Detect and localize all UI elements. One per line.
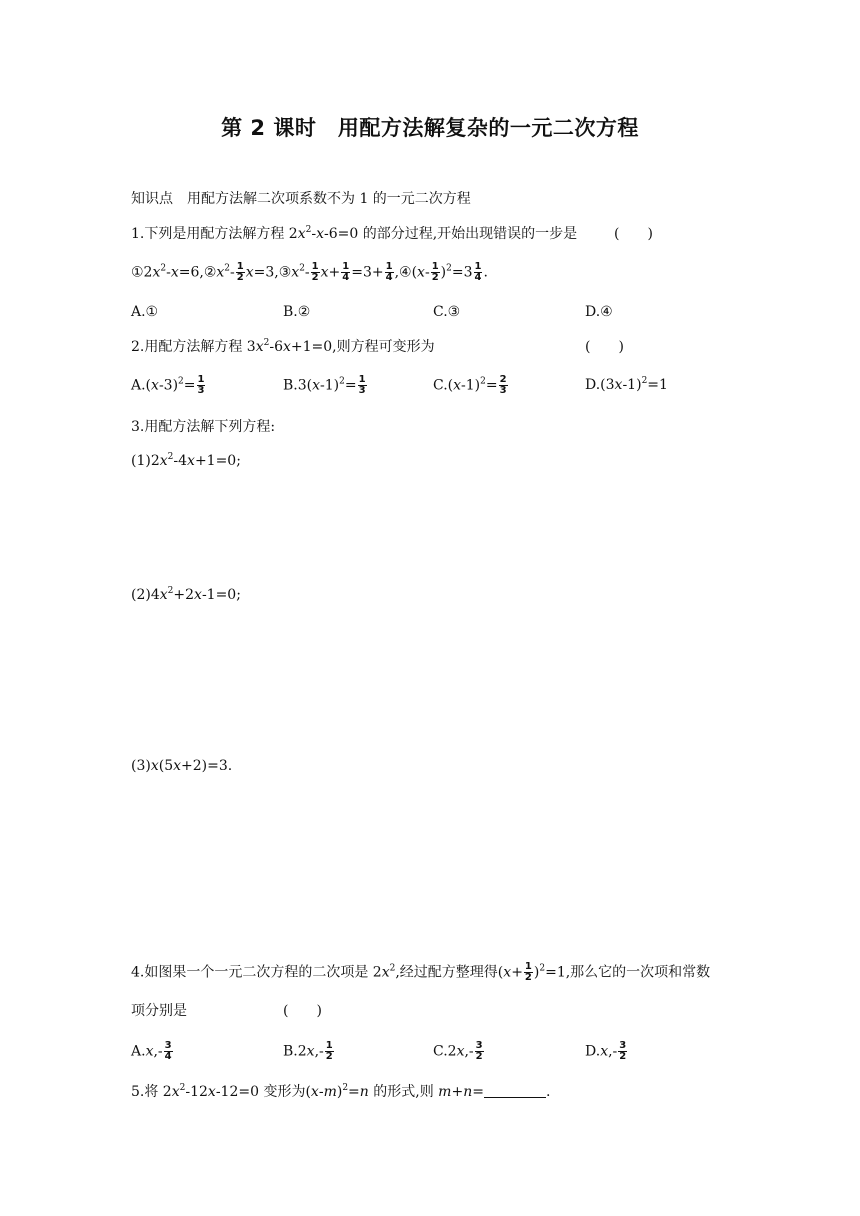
q4-text-c: =1,那么它的一次项和常数 [545, 964, 711, 981]
q5-text-e: 的形式,则 [368, 1084, 439, 1100]
fraction: $\frac{1}{3}$ [197, 374, 205, 396]
q1-option-d[interactable]: D.④ [585, 304, 613, 320]
q1-text-a: 1.下列是用配方法解方程 2 [131, 226, 298, 242]
page-title: 第 2 课时 用配方法解复杂的一元二次方程 [221, 116, 639, 140]
q4-option-a[interactable]: A.x,- $\frac{3}{4}$ [131, 1040, 172, 1062]
q2-text-b: +1=0,则方程可变形为 [290, 339, 435, 355]
q1-option-a[interactable]: A.① [131, 304, 159, 320]
question-4: 4.如图果一个一元二次方程的二次项是 $2x^2$,经过配方整理得(x+ $\frac{1}{2}$ )$^2$=1,那么它的一次项和常数 [131, 961, 711, 983]
q4-line-2: 项分别是 [131, 1003, 187, 1019]
q1-steps: $①2x^2-x=6,②x^2-$ $\frac{1}{2}$ $x=3,③x^2-$ $\frac{1}{2}$ x+ $\frac{1}{4}$ =3+ $\frac{1}{4}$ ,④(x- $\frac{1}{2}$ )$^2$=3 $\frac{1}{4}$ . [131, 261, 488, 283]
q3-part-2: $(2)4x^2+2x-1=0$; [131, 586, 241, 603]
question-1: 1.下列是用配方法解方程 $2x^2-x-6=0$ 的部分过程,开始出现错误的一步是 [131, 225, 578, 242]
fraction: $\frac{1}{2}$ [325, 1040, 333, 1062]
fraction: $\frac{1}{3}$ [358, 374, 366, 396]
q1-text-b: -6=0 的部分过程,开始出现错误的一步是 [324, 226, 578, 242]
q4-text-b: ,经过配方整理得( [395, 964, 504, 981]
fraction: $\frac{1}{2}$ [431, 261, 439, 283]
question-5: 5.将 $2x^2-12x-12=0$ 变形为$(x-m)^2=n$ 的形式,则 m+n= . [131, 1083, 551, 1100]
q2-text-a: 2.用配方法解方程 3 [131, 339, 256, 355]
q5-text-b: -12 [185, 1084, 208, 1100]
q2-option-b[interactable]: $B.3(x-1)^2=$ $\frac{1}{3}$ [283, 374, 366, 396]
q3-part-3: (3)x(5x+2)=3. [131, 758, 233, 774]
q5-text-c: -12=0 变形为( [215, 1084, 311, 1100]
fraction: $\frac{1}{4}$ [385, 261, 393, 283]
q4-text-a: 4.如图果一个一元二次方程的二次项是 2 [131, 964, 382, 981]
fraction: $\frac{1}{4}$ [342, 261, 350, 283]
fraction: $\frac{1}{2}$ [524, 961, 532, 983]
q2-option-d[interactable]: $D.(3x-1)^2=1$ [585, 376, 668, 393]
q2-answer-paren: ( ) [585, 339, 624, 355]
section-heading: 知识点 用配方法解二次项系数不为 1 的一元二次方程 [131, 191, 471, 207]
q1-answer-paren: ( ) [614, 226, 653, 242]
q2-option-a[interactable]: $A.(x-3)^2=$ $\frac{1}{3}$ [131, 374, 205, 396]
q1-option-c[interactable]: C.③ [433, 304, 461, 320]
fraction: $\frac{2}{3}$ [499, 374, 507, 396]
q4-option-b[interactable]: B.2x,- $\frac{1}{2}$ [283, 1040, 333, 1062]
fraction: $\frac{3}{4}$ [164, 1040, 172, 1062]
q5-answer-blank[interactable] [484, 1083, 546, 1098]
fraction: $\frac{3}{2}$ [619, 1040, 627, 1062]
q4-option-c[interactable]: C.2x,- $\frac{3}{2}$ [433, 1040, 483, 1062]
fraction: $\frac{3}{2}$ [475, 1040, 483, 1062]
q5-text-a: 5.将 2 [131, 1084, 172, 1100]
fraction: $\frac{1}{4}$ [474, 261, 482, 283]
q3-part-1: $(1)2x^2-4x+1=0$; [131, 452, 241, 469]
question-2: 2.用配方法解方程 $3x^2-6x+1=0$,则方程可变形为 [131, 338, 435, 355]
question-3: 3.用配方法解下列方程: [131, 419, 276, 435]
q4-answer-paren: ( ) [283, 1003, 322, 1019]
q4-option-d[interactable]: D.x,- $\frac{3}{2}$ [585, 1040, 627, 1062]
q1-option-b[interactable]: B.② [283, 304, 311, 320]
fraction: $\frac{1}{2}$ [236, 261, 244, 283]
fraction: $\frac{1}{2}$ [311, 261, 319, 283]
q2-option-c[interactable]: $C.(x-1)^2=$ $\frac{2}{3}$ [433, 374, 507, 396]
q5-text-d: ) [336, 1084, 343, 1100]
